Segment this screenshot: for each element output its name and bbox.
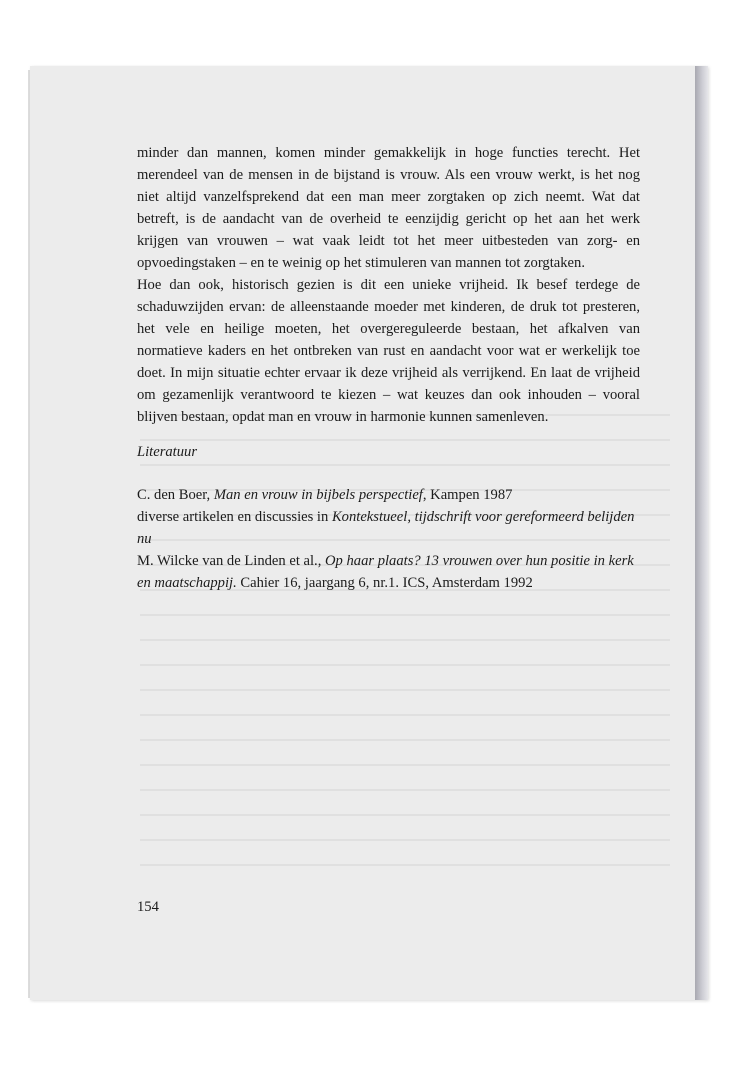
page-content bbox=[137, 142, 640, 594]
page-number: 154 bbox=[137, 899, 159, 915]
reference-list bbox=[137, 484, 640, 594]
reference-item: diverse artikelen en discussies in Kontekstueel, tijdschrift voor gereformeerd belijden nu bbox=[137, 509, 635, 547]
reference-item: C. den Boer, Man en vrouw in bijbels perspectief, Kampen 1987 bbox=[137, 487, 513, 503]
reference-item: M. Wilcke van de Linden et al., Op haar plaats? 13 vrouwen over hun positie in kerk en maatschappij. Cahier 16, jaargang 6, nr.1. ICS, Amsterdam 1992 bbox=[137, 553, 634, 591]
book-spine-edge bbox=[695, 66, 708, 1000]
paragraph-1: minder dan mannen, komen minder gemakkelijk in hoge functies terecht. Het merendeel van de mensen in de bijstand is vrouw. Als een vrouw werkt, is het nog niet altijd vanzelfsprekend dat een man meer zorgtaken op zich neemt. Wat dat betreft, is de aandacht van de overheid te eenzijdig gericht op het aan het werk krijgen van vrouwen – wat vaak leidt tot het meer uitbesteden van zorg- en opvoedingstaken – en te weinig op het stimuleren van mannen tot zorgtaken. bbox=[137, 145, 640, 271]
literature-heading: Literatuur bbox=[137, 444, 198, 460]
paragraph-2: Hoe dan ook, historisch gezien is dit een unieke vrijheid. Ik besef terdege de schaduwzijden ervan: de alleenstaande moeder met kinderen, de druk tot presteren, het vele en heilige moeten, het overgereguleerde bestaan, het afkalven van normatieve kaders en het ontbreken van rust en aandacht voor wat er werkelijk toe doet. In mijn situatie echter ervaar ik deze vrijheid als verrijkend. En laat de vrijheid om gezamenlijk verantwoord te kiezen – wat keuzes dan ook inhouden – vooral blijven bestaan, opdat man en vrouw in harmonie kunnen samenleven. bbox=[137, 277, 640, 425]
